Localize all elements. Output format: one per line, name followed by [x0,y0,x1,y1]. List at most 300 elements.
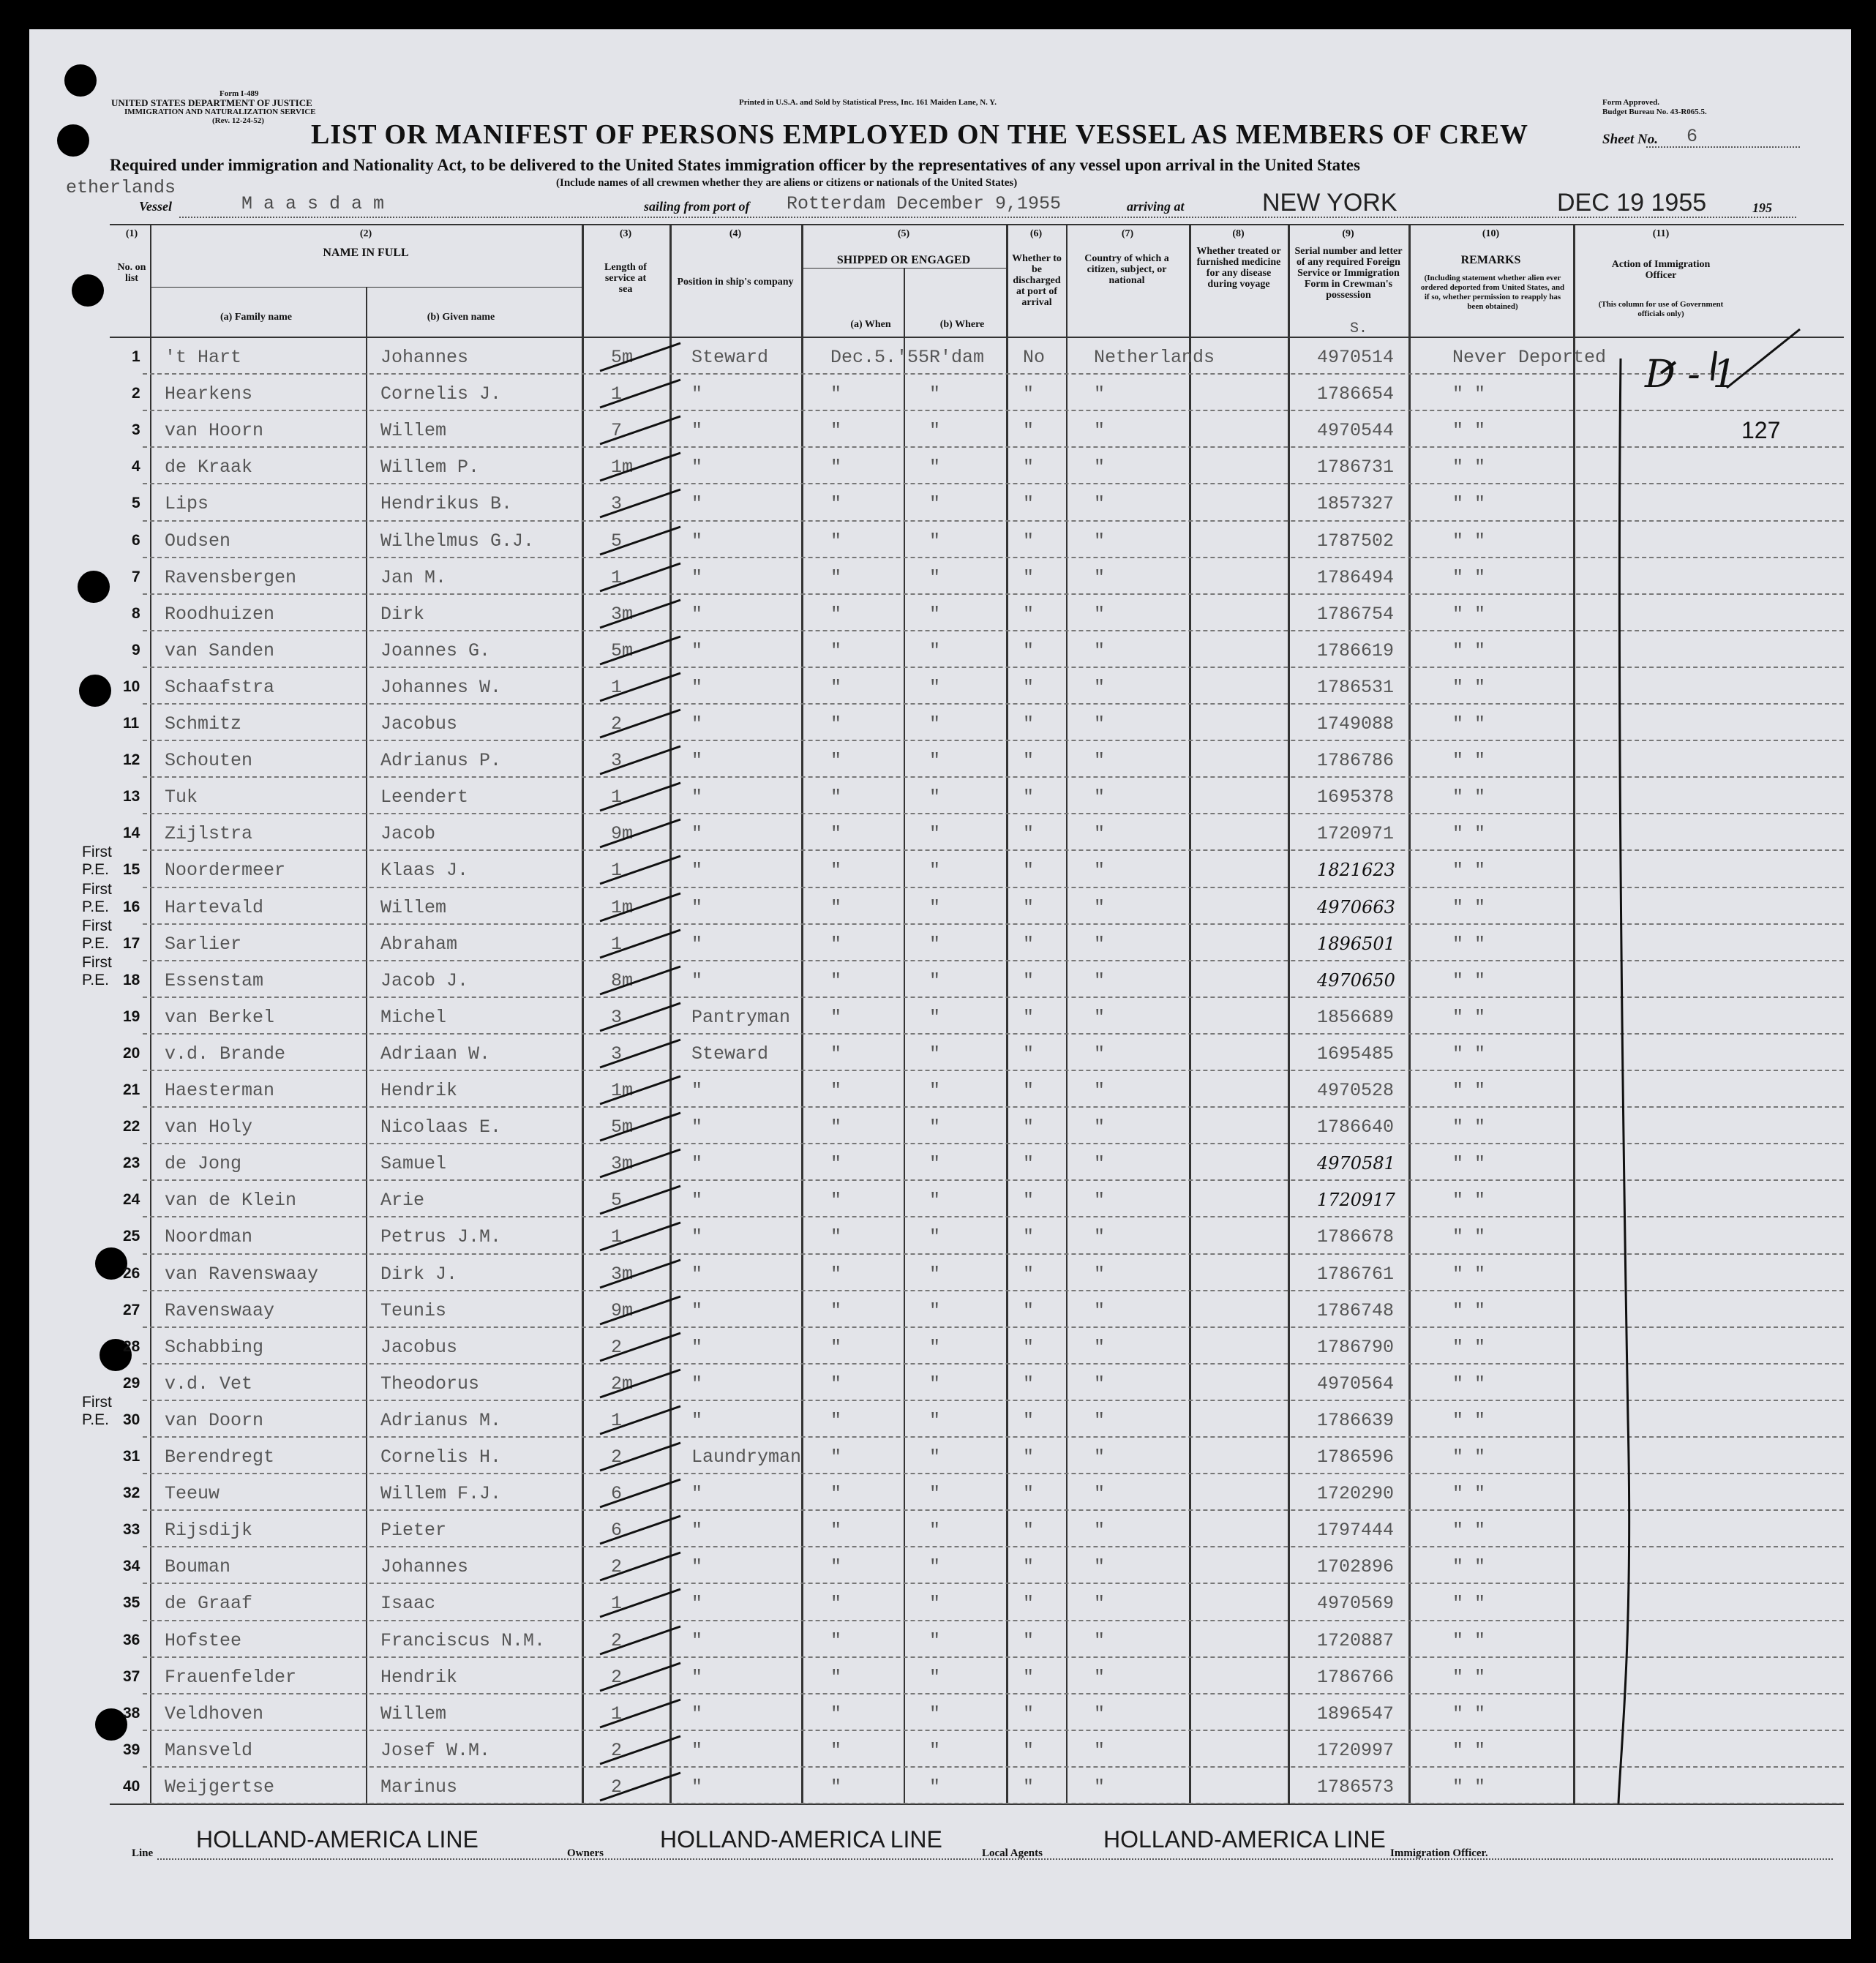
cell-length: 2 [611,713,623,735]
cell-serial: 1786790 [1317,1336,1395,1358]
cell-family: Hearkens [165,383,253,405]
cell-discharged: " [1023,1226,1035,1248]
cell-discharged: " [1023,1703,1035,1724]
cell-family: Zijlstra [165,823,253,845]
row-number: 5 [132,495,140,512]
cell-discharged: " [1023,1739,1035,1761]
row-number: 12 [123,751,140,769]
vessel-flag: etherlands [66,177,176,198]
first-pe-note: First [82,880,112,898]
cell-length: 6 [611,1520,623,1542]
col9-number: (9) [1342,228,1354,239]
cell-given: Jacobus [380,1336,458,1358]
cell-discharged: " [1023,1373,1035,1395]
cell-remarks: " " [1452,1080,1486,1101]
cell-length: 1 [611,860,623,882]
cell-remarks: " " [1452,1703,1486,1724]
row-number: 24 [123,1191,140,1209]
owners-label: Owners [567,1847,604,1859]
cell-given: Jacobus [380,713,458,735]
row-number: 15 [123,861,140,879]
row-number: 10 [123,678,140,695]
row-number: 7 [132,568,140,585]
cell-when: " [830,1080,842,1101]
col4-number: (4) [729,228,742,239]
col5-number: (5) [897,228,910,239]
cell-given: Franciscus N.M. [380,1629,546,1651]
cell-remarks: " " [1452,713,1486,735]
cell-length: 5m [611,347,634,368]
cell-when: " [830,530,842,552]
cell-where: " [929,493,941,515]
cell-serial: 1720917 [1317,1190,1395,1211]
cell-family: Lips [165,493,209,515]
cell-position: " [691,1776,703,1798]
cell-when: " [830,1190,842,1212]
cell-length: 5m [611,639,634,661]
cell-where: " [929,1703,941,1724]
cell-position: " [691,713,703,735]
cell-serial: 4970544 [1317,420,1395,442]
cell-position: " [691,676,703,698]
manifest-sheet [29,29,1851,1939]
cell-remarks: " " [1452,1666,1486,1688]
cell-given: Willem F.J. [380,1483,502,1505]
row-number: 39 [123,1741,140,1758]
row-number: 35 [123,1594,140,1612]
cell-family: Berendregt [165,1446,275,1468]
cell-when: " [830,1776,842,1798]
cell-given: Josef W.M. [380,1739,491,1761]
cell-when: " [830,603,842,625]
cell-where: " [929,457,941,478]
cell-position: " [691,1336,703,1358]
cell-when: " [830,383,842,405]
cell-when: " [830,1629,842,1651]
cell-position: " [691,823,703,845]
arriving-label: arriving at [1127,199,1185,214]
cell-serial: 1821623 [1317,860,1395,881]
cell-given: Joannes G. [380,639,491,661]
cell-where: " [929,1483,941,1505]
cell-family: Essenstam [165,969,264,991]
cell-discharged: " [1023,1556,1035,1578]
cell-when: " [830,1043,842,1065]
col8-number: (8) [1232,228,1245,239]
cell-family: Schabbing [165,1336,264,1358]
cell-when: " [830,1336,842,1358]
col3-number: (3) [619,228,632,239]
cell-length: 1 [611,566,623,588]
cell-remarks: " " [1452,1483,1486,1505]
cell-serial: 1786731 [1317,457,1395,478]
cell-remarks: " " [1452,896,1486,918]
row-number: 8 [132,604,140,622]
col3-header: Length of service at sea [604,262,647,295]
cell-given: Hendrik [380,1080,458,1101]
row-number: 9 [132,641,140,658]
cell-where: " [929,969,941,991]
cell-length: 1 [611,1593,623,1615]
row-number: 23 [123,1155,140,1172]
cell-remarks: Never Deported [1452,347,1607,368]
cell-family: Bouman [165,1556,231,1578]
cell-when: " [830,1556,842,1578]
cell-remarks: " " [1452,1299,1486,1321]
cell-country: " [1094,493,1106,515]
cell-serial: 1786786 [1317,750,1395,772]
cell-discharged: " [1023,1629,1035,1651]
cell-position: Steward [691,347,769,368]
cell-family: de Kraak [165,457,253,478]
cell-discharged: " [1023,1666,1035,1688]
cell-given: Willem [380,420,447,442]
cell-family: Rijsdijk [165,1520,253,1542]
cell-remarks: " " [1452,639,1486,661]
cell-country: " [1094,1190,1106,1212]
cell-family: van Doorn [165,1409,264,1431]
cell-remarks: " " [1452,1446,1486,1468]
cell-serial: 1797444 [1317,1520,1395,1542]
cell-given: Leendert [380,787,469,808]
cell-position: Laundryman [691,1446,802,1468]
row-number: 18 [123,971,140,988]
cell-serial: 1786654 [1317,383,1395,405]
cell-length: 3 [611,1006,623,1028]
cell-where: " [929,1226,941,1248]
cell-discharged: " [1023,1263,1035,1285]
cell-given: Samuel [380,1153,447,1175]
cell-when: " [830,1006,842,1028]
cell-when: " [830,1263,842,1285]
cell-family: Veldhoven [165,1703,264,1724]
cell-when: " [830,639,842,661]
cell-position: " [691,1703,703,1724]
cell-country: " [1094,1446,1106,1468]
cell-remarks: " " [1452,530,1486,552]
cell-remarks: " " [1452,383,1486,405]
cell-length: 2m [611,1373,634,1395]
cell-length: 5 [611,1190,623,1212]
cell-given: Klaas J. [380,860,469,882]
cell-given: Willem [380,1703,447,1724]
cell-discharged: " [1023,530,1035,552]
cell-position: " [691,750,703,772]
col6-number: (6) [1029,228,1043,239]
cell-country: " [1094,1666,1106,1688]
cell-country: " [1094,1043,1106,1065]
row-number: 6 [132,531,140,549]
cell-discharged: " [1023,1520,1035,1542]
cell-position: " [691,969,703,991]
cell-where: " [929,1006,941,1028]
cell-country: " [1094,713,1106,735]
cell-length: 3 [611,750,623,772]
col5a-header: (a) When [850,319,891,330]
cell-country: " [1094,1629,1106,1651]
cell-country: " [1094,933,1106,955]
cell-given: Abraham [380,933,458,955]
row-number: 26 [123,1264,140,1282]
cell-where: " [929,1666,941,1688]
cell-position: " [691,860,703,882]
cell-when: " [830,787,842,808]
cell-position: " [691,1556,703,1578]
first-pe-note: First [82,953,112,971]
cell-position: " [691,1116,703,1138]
row-number: 16 [123,898,140,915]
cell-position: " [691,457,703,478]
officer-label: Immigration Officer. [1390,1847,1488,1859]
crew-count: 127 [1741,417,1781,443]
cell-country: " [1094,1263,1106,1285]
cell-when: " [830,933,842,955]
cell-position: " [691,1190,703,1212]
cell-serial: 1786678 [1317,1226,1395,1248]
cell-serial: 4970569 [1317,1593,1395,1615]
cell-family: van Sanden [165,639,275,661]
row-number: 30 [123,1411,140,1428]
service: IMMIGRATION AND NATURALIZATION SERVICE [124,108,316,116]
cell-length: 2 [611,1666,623,1688]
cell-country: " [1094,383,1106,405]
cell-length: 2 [611,1629,623,1651]
cell-discharged: " [1023,1116,1035,1138]
cell-country: " [1094,969,1106,991]
cell-serial: 1702896 [1317,1556,1395,1578]
cell-position: " [691,566,703,588]
cell-when: " [830,566,842,588]
cell-remarks: " " [1452,566,1486,588]
cell-family: Mansveld [165,1739,253,1761]
cell-length: 2 [611,1739,623,1761]
cell-position: " [691,1593,703,1615]
cell-discharged: " [1023,1409,1035,1431]
row-number: 3 [132,421,140,439]
cell-length: 3 [611,493,623,515]
row-number: 27 [123,1301,140,1318]
row-number: 13 [123,788,140,806]
cell-where: " [929,676,941,698]
cell-where: " [929,1043,941,1065]
cell-where: " [929,1739,941,1761]
cell-position: " [691,1739,703,1761]
cell-serial: 1720290 [1317,1483,1395,1505]
cell-country: " [1094,1080,1106,1101]
cell-remarks: " " [1452,676,1486,698]
cell-where: " [929,603,941,625]
cell-remarks: " " [1452,969,1486,991]
row-number: 11 [123,715,140,732]
cell-discharged: " [1023,1190,1035,1212]
cell-when: " [830,1226,842,1248]
cell-length: 8m [611,969,634,991]
col9-header: Serial number and letter of any required Foreign Service or Immigration Form in Crewman's possession [1294,246,1403,301]
cell-position: " [691,530,703,552]
cell-position: " [691,1153,703,1175]
cell-given: Adrianus P. [380,750,502,772]
cell-discharged: " [1023,1299,1035,1321]
cell-where: " [929,530,941,552]
cell-length: 5m [611,1116,634,1138]
cell-when: " [830,969,842,991]
col4-header: Position in ship's company [677,277,794,288]
officer-marks [29,29,1851,1939]
cell-remarks: " " [1452,1776,1486,1798]
cell-given: Dirk J. [380,1263,458,1285]
cell-country: " [1094,1226,1106,1248]
cell-country: " [1094,676,1106,698]
cell-where: " [929,1373,941,1395]
col11-number: (11) [1652,228,1670,239]
cell-given: Theodorus [380,1373,480,1395]
cell-discharged: No [1023,347,1046,368]
col2b-header: (b) Given name [427,312,495,323]
row-number: 22 [123,1118,140,1136]
cell-given: Jan M. [380,566,447,588]
first-pe-note: First [82,1393,112,1411]
row-number: 21 [123,1081,140,1098]
cell-length: 2 [611,1336,623,1358]
cell-country: " [1094,1483,1106,1505]
cell-when: " [830,1373,842,1395]
cell-when: " [830,1483,842,1505]
cell-given: Arie [380,1190,425,1212]
cell-position: " [691,383,703,405]
cell-remarks: " " [1452,1629,1486,1651]
row-number: 1 [132,348,140,365]
owners-name: HOLLAND-AMERICA LINE [660,1826,942,1853]
cell-when: " [830,1593,842,1615]
cell-discharged: " [1023,1446,1035,1468]
cell-given: Jacob [380,823,436,845]
cell-serial: 1786494 [1317,566,1395,588]
cell-when: " [830,713,842,735]
cell-country: " [1094,420,1106,442]
row-number: 34 [123,1558,140,1575]
cell-when: " [830,1409,842,1431]
col6-header: Whether to be discharged at port of arrival [1012,253,1062,308]
cell-where: " [929,1629,941,1651]
cell-serial: 1786639 [1317,1409,1395,1431]
cell-discharged: " [1023,1006,1035,1028]
cell-family: van Berkel [165,1006,275,1028]
cell-remarks: " " [1452,1520,1486,1542]
cell-given: Hendrikus B. [380,493,513,515]
cell-where: " [929,823,941,845]
cell-where: " [929,750,941,772]
pe-note: P.E. [82,1411,109,1428]
cell-remarks: " " [1452,1190,1486,1212]
cell-length: 1 [611,676,623,698]
cell-remarks: " " [1452,787,1486,808]
cell-country: " [1094,603,1106,625]
cell-where: " [929,1520,941,1542]
row-number: 28 [123,1337,140,1355]
cell-remarks: " " [1452,860,1486,882]
cell-serial: 1786748 [1317,1299,1395,1321]
cell-family: van de Klein [165,1190,297,1212]
cell-family: 't Hart [165,347,242,368]
cell-serial: 1786596 [1317,1446,1395,1468]
cell-serial: 4970650 [1317,969,1395,991]
year-suffix: 195 [1752,200,1772,215]
cell-discharged: " [1023,1336,1035,1358]
cell-where: " [929,1556,941,1578]
cell-country: " [1094,1153,1106,1175]
row-number: 29 [123,1374,140,1392]
cell-given: Adriaan W. [380,1043,491,1065]
cell-serial: 1786573 [1317,1776,1395,1798]
col10-number: (10) [1482,228,1500,239]
cell-discharged: " [1023,713,1035,735]
cell-family: Ravenswaay [165,1299,275,1321]
cell-remarks: " " [1452,457,1486,478]
cell-remarks: " " [1452,1263,1486,1285]
cell-family: Noordermeer [165,860,286,882]
cell-when: " [830,457,842,478]
cell-discharged: " [1023,787,1035,808]
cell-country: " [1094,1520,1106,1542]
cell-family: Haesterman [165,1080,275,1101]
cell-discharged: " [1023,750,1035,772]
cell-position: " [691,933,703,955]
cell-where: " [929,896,941,918]
sailing-label: sailing from port of [644,199,750,214]
cell-remarks: " " [1452,1336,1486,1358]
cell-serial: 1749088 [1317,713,1395,735]
cell-family: Teeuw [165,1483,220,1505]
cell-family: Tuk [165,787,198,808]
cell-position: Steward [691,1043,769,1065]
cell-length: 1m [611,896,634,918]
cell-given: Wilhelmus G.J. [380,530,535,552]
cell-given: Cornelis J. [380,383,502,405]
cell-where: " [929,639,941,661]
cell-when: " [830,1739,842,1761]
cell-where: " [929,383,941,405]
cell-remarks: " " [1452,823,1486,845]
line-name: HOLLAND-AMERICA LINE [196,1826,479,1853]
cell-position: " [691,493,703,515]
cell-length: 2 [611,1556,623,1578]
cell-country: " [1094,1299,1106,1321]
cell-position: " [691,896,703,918]
cell-country: " [1094,457,1106,478]
cell-country: " [1094,1116,1106,1138]
cell-position: " [691,1629,703,1651]
col5-header: SHIPPED OR ENGAGED [836,254,971,266]
form-number: Form I-489 [220,89,259,98]
cell-discharged: " [1023,1483,1035,1505]
cell-remarks: " " [1452,1739,1486,1761]
form-approved: Form Approved. [1602,98,1660,107]
cell-where: " [929,1080,941,1101]
cell-when: " [830,860,842,882]
cell-country: " [1094,1336,1106,1358]
cell-discharged: " [1023,457,1035,478]
col11-note: (This column for use of Government officials only) [1598,300,1724,318]
cell-discharged: " [1023,420,1035,442]
cell-position: Pantryman [691,1006,791,1028]
cell-country: " [1094,860,1106,882]
cell-where: " [929,1153,941,1175]
row-number: 2 [132,385,140,402]
cell-when: " [830,493,842,515]
cell-where: " [929,1336,941,1358]
col9-mark: S. [1350,320,1368,337]
cell-serial: 1896501 [1317,933,1395,954]
